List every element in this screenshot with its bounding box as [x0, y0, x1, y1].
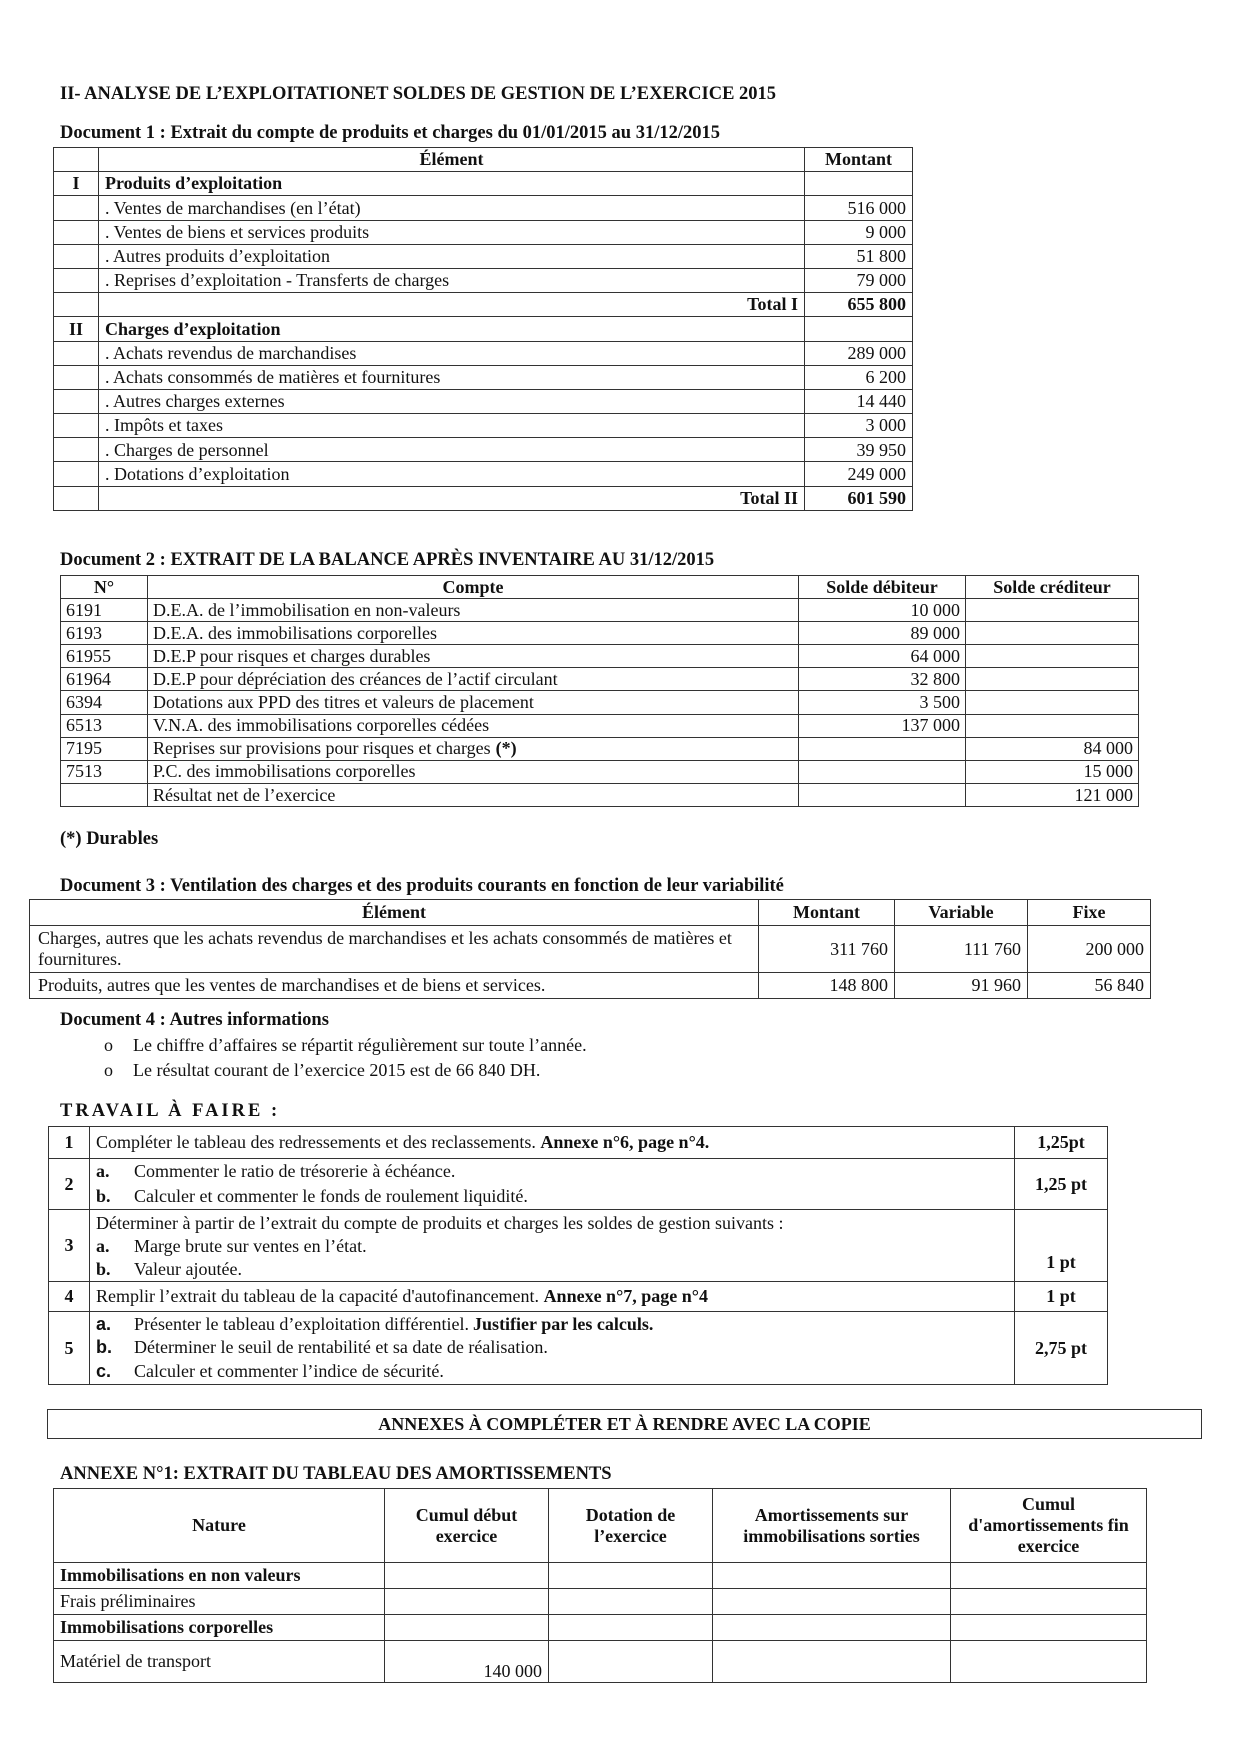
credit-cell: 84 000	[966, 737, 1139, 760]
account-label: D.E.P pour dépréciation des créances de l’actif circulant	[153, 669, 558, 690]
row-number	[54, 293, 99, 317]
row-number	[54, 196, 99, 220]
table-row	[54, 196, 913, 220]
element-cell: . Impôts et taxes	[99, 414, 805, 438]
table-row	[54, 462, 913, 486]
account-label: Résultat net de l’exercice	[153, 784, 336, 805]
table-row	[54, 268, 913, 292]
amort-sorties-cell[interactable]	[713, 1641, 951, 1683]
task-number: 5	[49, 1312, 90, 1385]
table-row	[54, 486, 913, 510]
debit-cell: 10 000	[799, 599, 966, 622]
row-number	[54, 268, 99, 292]
account-number: 6513	[61, 714, 148, 737]
table-row	[54, 414, 913, 438]
table-row	[61, 691, 1139, 714]
col-variable-header: Variable	[895, 900, 1028, 926]
table-row	[61, 783, 1139, 806]
element-cell: . Autres produits d’exploitation	[99, 244, 805, 268]
fixe-cell: 56 840	[1028, 973, 1151, 999]
tasks-table	[48, 1126, 1108, 1385]
element-cell: . Achats consommés de matières et fournitures	[99, 365, 805, 389]
sub-marker: a.	[96, 1235, 110, 1256]
element-cell: Total I	[99, 293, 805, 317]
row-number	[54, 220, 99, 244]
col-cumul-debut-header: Cumul début exercice	[385, 1489, 549, 1563]
doc4-item: Le chiffre d’affaires se répartit régulièrement sur toute l’année.	[133, 1035, 587, 1055]
sub-marker: b.	[96, 1258, 111, 1279]
element-cell: . Reprises d’exploitation - Transferts de charges	[99, 268, 805, 292]
row-number	[54, 365, 99, 389]
row-number	[54, 438, 99, 462]
element-cell: . Autres charges externes	[99, 389, 805, 413]
bullet-icon: o	[104, 1035, 113, 1055]
account-cell	[148, 760, 799, 783]
account-cell	[148, 668, 799, 691]
cumul-debut-cell[interactable]	[385, 1563, 549, 1589]
element-cell: . Achats revendus de marchandises	[99, 341, 805, 365]
sub-text: Calculer et commenter le fonds de roulement liquidité.	[134, 1186, 528, 1206]
table-row	[61, 714, 1139, 737]
cumul-fin-cell[interactable]	[951, 1615, 1147, 1641]
task-row	[49, 1127, 1108, 1159]
element-cell: Produits d’exploitation	[99, 172, 805, 196]
account-number: 6193	[61, 622, 148, 645]
account-cell	[148, 599, 799, 622]
account-number	[61, 783, 148, 806]
montant-cell: 249 000	[805, 462, 913, 486]
annexe1-table	[53, 1488, 1147, 1683]
table-row	[54, 244, 913, 268]
debit-cell: 3 500	[799, 691, 966, 714]
credit-cell: 15 000	[966, 760, 1139, 783]
amort-sorties-cell[interactable]	[713, 1589, 951, 1615]
credit-cell	[966, 714, 1139, 737]
task-annex-ref: Annexe n°6, page n°4.	[540, 1132, 710, 1153]
credit-cell	[966, 645, 1139, 668]
sub-text: Calculer et commenter l’indice de sécurité.	[134, 1360, 444, 1381]
account-cell	[148, 645, 799, 668]
doc2-note: (*) Durables	[60, 829, 159, 849]
col-fixe-header: Fixe	[1028, 900, 1151, 926]
cumul-fin-cell[interactable]	[951, 1563, 1147, 1589]
dotation-cell[interactable]	[549, 1641, 713, 1683]
element-cell: . Ventes de biens et services produits	[99, 220, 805, 244]
amort-sorties-cell[interactable]	[713, 1615, 951, 1641]
col-numero-header: N°	[61, 576, 148, 599]
bullet-icon: o	[104, 1060, 113, 1080]
col-element-header: Élément	[30, 900, 759, 926]
table-row	[54, 1615, 1147, 1641]
sub-text: Commenter le ratio de trésorerie à échéance.	[134, 1161, 456, 1181]
task-row	[49, 1282, 1108, 1312]
doc1-table	[53, 147, 913, 511]
task-number: 2	[49, 1159, 90, 1210]
task-points: 1,25 pt	[1015, 1159, 1108, 1210]
row-number	[54, 341, 99, 365]
debit-cell: 137 000	[799, 714, 966, 737]
sub-marker: a.	[96, 1161, 110, 1181]
row-number	[54, 486, 99, 510]
doc4-item: Le résultat courant de l’exercice 2015 est de 66 840 DH.	[133, 1060, 541, 1080]
account-label: Reprises sur provisions pour risques et charges	[153, 738, 491, 759]
montant-cell: 14 440	[805, 389, 913, 413]
montant-cell: 655 800	[805, 293, 913, 317]
element-cell: Produits, autres que les ventes de marchandises et de biens et services.	[30, 973, 759, 999]
element-cell: . Dotations d’exploitation	[99, 462, 805, 486]
sub-marker: c.	[96, 1360, 112, 1381]
sub-marker: a.	[96, 1313, 112, 1334]
montant-cell: 311 760	[759, 926, 895, 973]
variable-cell: 91 960	[895, 973, 1028, 999]
col-nature-header: Nature	[54, 1489, 385, 1563]
task-row	[49, 1312, 1108, 1385]
col-compte-header: Compte	[148, 576, 799, 599]
sub-text: Marge brute sur ventes en l’état.	[134, 1235, 367, 1256]
task-points: 2,75 pt	[1015, 1312, 1108, 1385]
montant-cell	[805, 172, 913, 196]
table-row	[61, 645, 1139, 668]
montant-cell: 9 000	[805, 220, 913, 244]
table-row	[61, 599, 1139, 622]
table-row	[54, 1641, 1147, 1683]
footnote-marker: (*)	[495, 738, 517, 759]
table-row	[61, 760, 1139, 783]
nature-cell: Frais préliminaires	[54, 1589, 385, 1615]
debit-cell: 64 000	[799, 645, 966, 668]
montant-cell	[805, 317, 913, 341]
sub-text: Valeur ajoutée.	[134, 1258, 242, 1279]
row-number	[54, 389, 99, 413]
account-label: V.N.A. des immobilisations corporelles cédées	[153, 715, 490, 736]
credit-cell: 121 000	[966, 783, 1139, 806]
task-annex-ref: Annexe n°7, page n°4	[543, 1286, 708, 1307]
montant-cell: 148 800	[759, 973, 895, 999]
table-row	[30, 973, 1151, 999]
fixe-cell: 200 000	[1028, 926, 1151, 973]
table-row	[54, 365, 913, 389]
account-number: 6394	[61, 691, 148, 714]
sub-emphasis: Justifier par les calculs.	[473, 1313, 654, 1334]
sub-marker: b.	[96, 1337, 112, 1358]
task-text: Remplir l’extrait du tableau de la capacité d'autofinancement.	[96, 1286, 544, 1307]
section-title: II- ANALYSE DE L’EXPLOITATIONET SOLDES DE GESTION DE L’EXERCICE 2015	[60, 84, 777, 104]
account-label: D.E.A. des immobilisations corporelles	[153, 622, 437, 643]
table-row	[54, 1589, 1147, 1615]
sub-text: Présenter le tableau d’exploitation différentiel.	[134, 1313, 470, 1334]
sub-marker: b.	[96, 1186, 111, 1206]
account-cell	[148, 737, 799, 760]
table-row	[61, 622, 1139, 645]
col-element-header: Élément	[99, 148, 805, 172]
element-cell: Charges, autres que les achats revendus de marchandises et les achats consommés de matières et fournitures.	[30, 926, 759, 973]
task-row	[49, 1210, 1108, 1282]
doc2-table	[60, 575, 1139, 807]
col-credit-header: Solde créditeur	[966, 576, 1139, 599]
doc3-title: Document 3 : Ventilation des charges et des produits courants en fonction de leur variabilité	[60, 876, 784, 896]
row-number	[54, 414, 99, 438]
element-cell: . Ventes de marchandises (en l’état)	[99, 196, 805, 220]
montant-cell: 39 950	[805, 438, 913, 462]
col-num-header	[54, 148, 99, 172]
table-row	[54, 389, 913, 413]
col-cumul-fin-header: Cumul d'amortissements fin exercice	[951, 1489, 1147, 1563]
montant-cell: 51 800	[805, 244, 913, 268]
task-points: 1,25pt	[1015, 1127, 1108, 1159]
account-label: D.E.A. de l’immobilisation en non-valeurs	[153, 599, 461, 620]
cumul-debut-cell[interactable]	[385, 1615, 549, 1641]
debit-cell: 89 000	[799, 622, 966, 645]
element-cell: Total II	[99, 486, 805, 510]
task-number: 1	[49, 1127, 90, 1159]
doc1-title: Document 1 : Extrait du compte de produits et charges du 01/01/2015 au 31/12/2015	[60, 123, 721, 143]
dotation-cell[interactable]	[549, 1615, 713, 1641]
row-number: I	[54, 172, 99, 196]
cumul-fin-cell[interactable]	[951, 1589, 1147, 1615]
dotation-cell[interactable]	[549, 1563, 713, 1589]
montant-cell: 516 000	[805, 196, 913, 220]
table-row	[54, 220, 913, 244]
task-number: 4	[49, 1282, 90, 1312]
account-cell	[148, 691, 799, 714]
cumul-debut-cell[interactable]: 140 000	[385, 1641, 549, 1683]
variable-cell: 111 760	[895, 926, 1028, 973]
task-number: 3	[49, 1210, 90, 1282]
col-amort-sorties-header: Amortissements sur immobilisations sorties	[713, 1489, 951, 1563]
row-number: II	[54, 317, 99, 341]
table-row	[54, 172, 913, 196]
account-cell	[148, 783, 799, 806]
annexe1-title: ANNEXE N°1: EXTRAIT DU TABLEAU DES AMORTISSEMENTS	[60, 1464, 612, 1484]
table-row	[61, 668, 1139, 691]
annexes-banner: ANNEXES À COMPLÉTER ET À RENDRE AVEC LA COPIE	[47, 1409, 1202, 1439]
debit-cell: 32 800	[799, 668, 966, 691]
account-number: 7513	[61, 760, 148, 783]
sub-text: Déterminer le seuil de rentabilité et sa date de réalisation.	[134, 1337, 548, 1358]
table-row	[54, 1563, 1147, 1589]
task-points: 1 pt	[1015, 1210, 1108, 1282]
account-number: 6191	[61, 599, 148, 622]
table-row	[54, 293, 913, 317]
nature-cell: Matériel de transport	[54, 1641, 385, 1683]
task-row	[49, 1159, 1108, 1210]
account-cell	[148, 714, 799, 737]
col-debit-header: Solde débiteur	[799, 576, 966, 599]
montant-cell: 601 590	[805, 486, 913, 510]
table-row	[54, 438, 913, 462]
task-intro: Déterminer à partir de l’extrait du compte de produits et charges les soldes de gestion suivants :	[96, 1212, 784, 1233]
task-text: Compléter le tableau des redressements et des reclassements.	[96, 1132, 541, 1153]
table-row	[30, 926, 1151, 973]
dotation-cell[interactable]	[549, 1589, 713, 1615]
debit-cell	[799, 737, 966, 760]
credit-cell	[966, 599, 1139, 622]
table-row	[54, 317, 913, 341]
doc2-title: Document 2 : EXTRAIT DE LA BALANCE APRÈS INVENTAIRE AU 31/12/2015	[60, 550, 715, 570]
account-number: 61964	[61, 668, 148, 691]
col-montant-header: Montant	[759, 900, 895, 926]
montant-cell: 289 000	[805, 341, 913, 365]
montant-cell: 79 000	[805, 268, 913, 292]
col-dotation-header: Dotation de l’exercice	[549, 1489, 713, 1563]
doc4-title: Document 4 : Autres informations	[60, 1010, 329, 1030]
element-cell: . Charges de personnel	[99, 438, 805, 462]
debit-cell	[799, 760, 966, 783]
doc3-table	[29, 899, 1151, 999]
account-label: D.E.P pour risques et charges durables	[153, 645, 431, 666]
col-montant-header: Montant	[805, 148, 913, 172]
credit-cell	[966, 668, 1139, 691]
table-row	[61, 737, 1139, 760]
travail-title: TRAVAIL À FAIRE :	[60, 1101, 281, 1121]
element-cell: Charges d’exploitation	[99, 317, 805, 341]
credit-cell	[966, 622, 1139, 645]
credit-cell	[966, 691, 1139, 714]
row-number	[54, 462, 99, 486]
amort-sorties-cell[interactable]	[713, 1563, 951, 1589]
table-row	[54, 341, 913, 365]
account-label: Dotations aux PPD des titres et valeurs de placement	[153, 692, 534, 713]
row-number	[54, 244, 99, 268]
cumul-fin-cell[interactable]	[951, 1641, 1147, 1683]
account-number: 7195	[61, 737, 148, 760]
account-number: 61955	[61, 645, 148, 668]
task-points: 1 pt	[1015, 1282, 1108, 1312]
nature-cell: Immobilisations corporelles	[54, 1615, 385, 1641]
montant-cell: 6 200	[805, 365, 913, 389]
account-label: P.C. des immobilisations corporelles	[153, 761, 416, 782]
account-cell	[148, 622, 799, 645]
debit-cell	[799, 783, 966, 806]
cumul-debut-cell[interactable]	[385, 1589, 549, 1615]
montant-cell: 3 000	[805, 414, 913, 438]
nature-cell: Immobilisations en non valeurs	[54, 1563, 385, 1589]
